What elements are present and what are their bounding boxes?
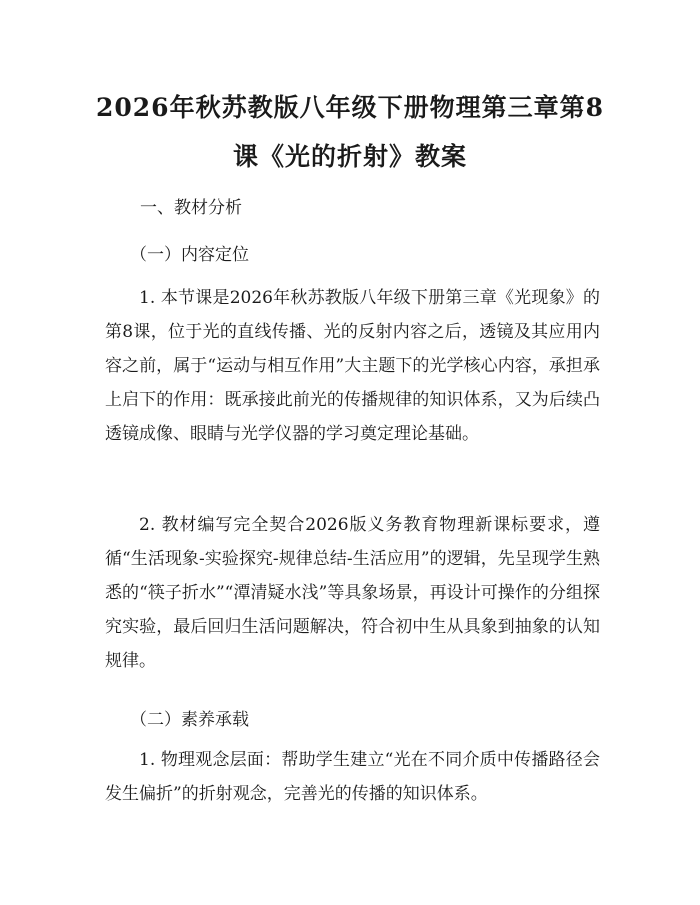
subsection-heading-literacy: （二）素养承载: [130, 710, 249, 730]
paragraph-literacy-1: 1. 物理观念层面：帮助学生建立“光在不同介质中传播路径会发生偏折”的折射观念，完善光的传播的知识体系。: [105, 750, 600, 804]
section-heading-teaching-material-analysis: 一、教材分析: [140, 198, 242, 218]
subsection-heading-content-positioning: （一）内容定位: [130, 245, 249, 265]
paragraph-content-positioning-2: 2. 教材编写完全契合2026版义务教育物理新课标要求，遵循“生活现象-实验探究-规律总结-生活应用”的逻辑，先呈现学生熟悉的“筷子折水”“潭清疑水浅”等具象场景，再设计可操作的分组探究实验，最后回归生活问题解决，符合初中生从具象到抽象的认知规律。: [105, 515, 600, 671]
document-title-line2: 课《光的折射》教案: [232, 142, 467, 171]
paragraph-content-positioning-1: 1. 本节课是2026年秋苏教版八年级下册第三章《光现象》的第8课，位于光的直线传播、光的反射内容之后，透镜及其应用内容之前，属于“运动与相互作用”大主题下的光学核心内容，承担承上启下的作用：既承接此前光的传播规律的知识体系，又为后续凸透镜成像、眼睛与光学仪器的学习奠定理论基础。: [105, 288, 600, 444]
document-title-line1: 2026年秋苏教版八年级下册物理第三章第8: [96, 93, 604, 122]
